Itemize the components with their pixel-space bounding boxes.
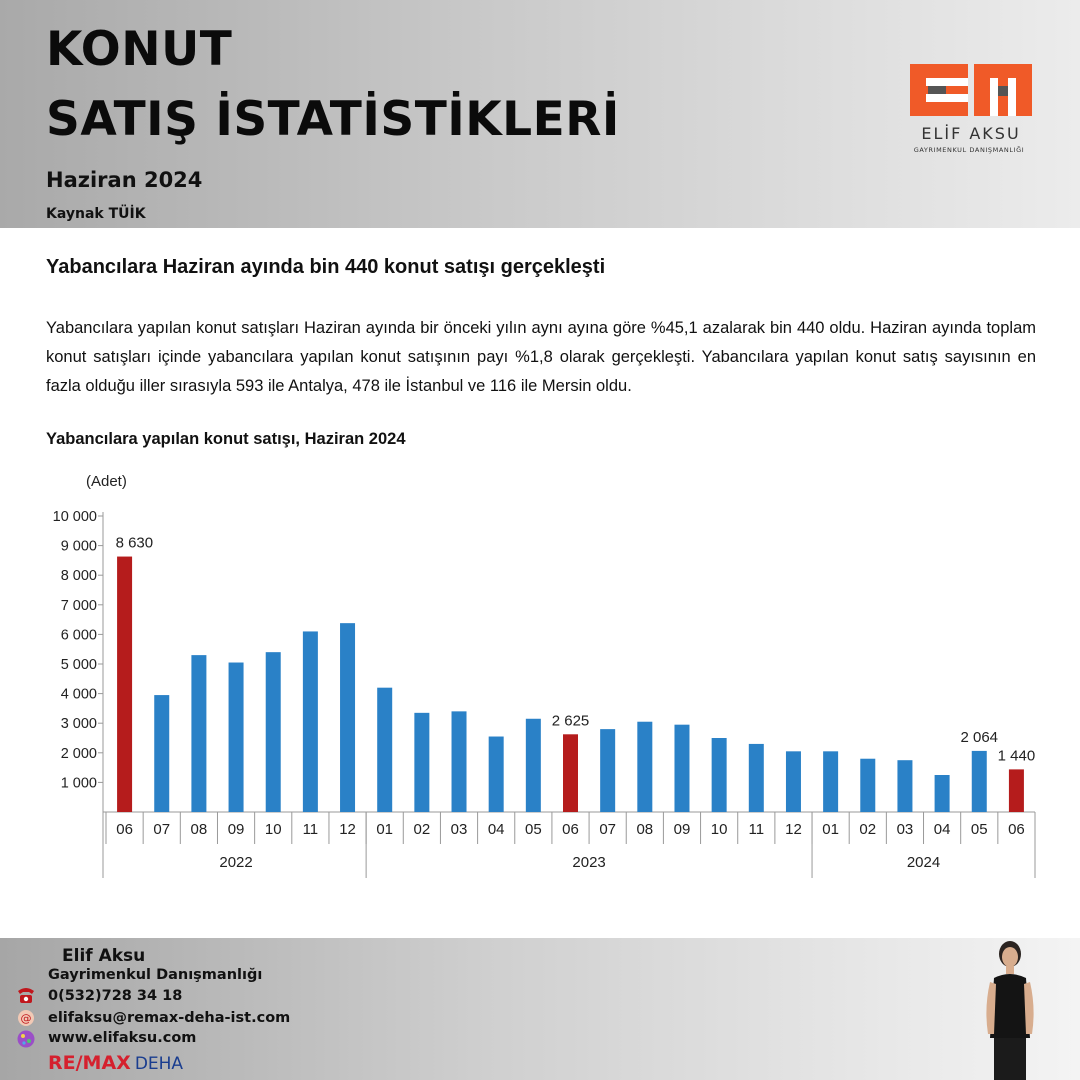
bar-6	[340, 623, 355, 812]
x-tick-label: 02	[413, 821, 431, 838]
bar-19	[823, 751, 838, 812]
logo-subtitle: GAYRIMENKUL DANIŞMANLIĞI	[913, 146, 1025, 154]
article-paragraph: Yabancılara yapılan konut satışları Haziran ayında bir önceki yılın aynı ayına göre %45,1 azalarak bin 440 oldu. Haziran ayında toplam konut satışları içinde yabancılara yapılan konut satışının payı %1,8 olarak gerçekleşti. Yabancılara yapılan konut satış sayısının en fazla olduğu iller sırasıyla 593 ile Antalya, 478 ile İstanbul ve 116 ile Mersin oldu.	[46, 319, 1036, 395]
bar-20	[860, 759, 875, 812]
data-label: 2 625	[551, 712, 590, 730]
bar-13	[600, 729, 615, 812]
phone-icon	[14, 985, 38, 1005]
agent-phone[interactable]: 0(532)728 34 18	[48, 988, 183, 1004]
bar-2	[191, 655, 206, 812]
svg-text:@: @	[20, 1012, 32, 1025]
x-tick-label: 07	[153, 821, 171, 838]
x-tick-label: 09	[227, 821, 245, 838]
bar-16	[712, 738, 727, 812]
y-tick-label: 4 000	[60, 686, 97, 703]
x-tick-label: 11	[302, 821, 319, 838]
page-title-line1: KONUT	[46, 22, 233, 77]
bar-12	[563, 734, 578, 812]
y-tick-label: 1 000	[60, 775, 97, 792]
bar-22	[935, 775, 950, 812]
brand-name: RE/MAX	[48, 1052, 131, 1074]
agent-email[interactable]: elifaksu@remax-deha-ist.com	[48, 1010, 291, 1026]
report-period: Haziran 2024	[46, 168, 203, 192]
y-tick-label: 9 000	[60, 538, 97, 555]
x-tick-label: 07	[599, 821, 617, 838]
bar-7	[377, 688, 392, 812]
bar-3	[229, 663, 244, 812]
bar-8	[414, 713, 429, 812]
year-label: 2022	[219, 854, 253, 871]
x-tick-label: 04	[933, 821, 951, 838]
x-tick-label: 03	[896, 821, 914, 838]
x-tick-label: 06	[562, 821, 579, 838]
x-tick-label: 01	[376, 821, 394, 838]
x-tick-label: 05	[524, 821, 542, 838]
agent-role: Gayrimenkul Danışmanlığı	[48, 967, 263, 983]
y-tick-label: 10 000	[52, 509, 97, 525]
data-source: Kaynak TÜİK	[46, 206, 146, 222]
bar-15	[674, 725, 689, 812]
bar-0	[117, 557, 132, 812]
x-tick-label: 01	[822, 821, 839, 838]
data-label: 2 064	[960, 728, 999, 746]
logo-name: ELİF AKSU	[921, 124, 1021, 143]
bar-10	[489, 737, 504, 812]
bar-23	[972, 751, 987, 812]
x-tick-label: 12	[339, 821, 356, 838]
y-tick-label: 2 000	[60, 745, 97, 762]
x-tick-label: 04	[487, 821, 505, 838]
bar-9	[452, 711, 467, 812]
office-name: DEHA	[134, 1054, 184, 1074]
x-tick-label: 08	[636, 821, 654, 838]
bar-17	[749, 744, 764, 812]
x-tick-label: 08	[190, 821, 208, 838]
bar-14	[637, 722, 652, 812]
data-label: 8 630	[115, 534, 154, 552]
agent-website[interactable]: www.elifaksu.com	[48, 1030, 197, 1046]
bar-chart	[40, 465, 1040, 880]
y-axis-unit-label: (Adet)	[86, 473, 127, 490]
y-tick-label: 3 000	[60, 716, 97, 733]
agent-name: Elif Aksu	[62, 946, 146, 966]
bar-18	[786, 751, 801, 812]
globe-icon	[14, 1029, 38, 1049]
y-tick-label: 7 000	[60, 597, 97, 614]
bar-21	[897, 760, 912, 812]
year-label: 2023	[572, 854, 606, 871]
data-label: 1 440	[997, 747, 1036, 765]
page-title-line2: SATIŞ İSTATİSTİKLERİ	[46, 92, 620, 147]
x-tick-label: 05	[970, 821, 988, 838]
y-tick-label: 5 000	[60, 657, 97, 673]
article-headline: Yabancılara Haziran ayında bin 440 konut satışı gerçekleşti	[46, 256, 606, 278]
x-tick-label: 06	[116, 821, 133, 838]
chart-title: Yabancılara yapılan konut satışı, Haziran 2024	[46, 430, 406, 448]
agent-photo	[972, 938, 1048, 1080]
x-tick-label: 02	[859, 821, 877, 838]
x-tick-label: 03	[450, 821, 468, 838]
x-tick-label: 06	[1008, 821, 1025, 838]
y-tick-label: 6 000	[60, 627, 97, 644]
y-tick-label: 8 000	[60, 568, 97, 585]
remax-logo	[48, 1052, 183, 1074]
x-tick-label: 12	[785, 821, 802, 838]
bar-4	[266, 652, 281, 812]
bar-1	[154, 695, 169, 812]
bar-24	[1009, 769, 1024, 812]
x-tick-label: 10	[264, 821, 282, 838]
bar-11	[526, 719, 541, 812]
email-icon	[14, 1007, 38, 1027]
year-label: 2024	[906, 854, 941, 871]
bar-5	[303, 631, 318, 812]
x-tick-label: 10	[710, 821, 728, 838]
x-tick-label: 11	[748, 821, 765, 838]
x-tick-label: 09	[673, 821, 691, 838]
